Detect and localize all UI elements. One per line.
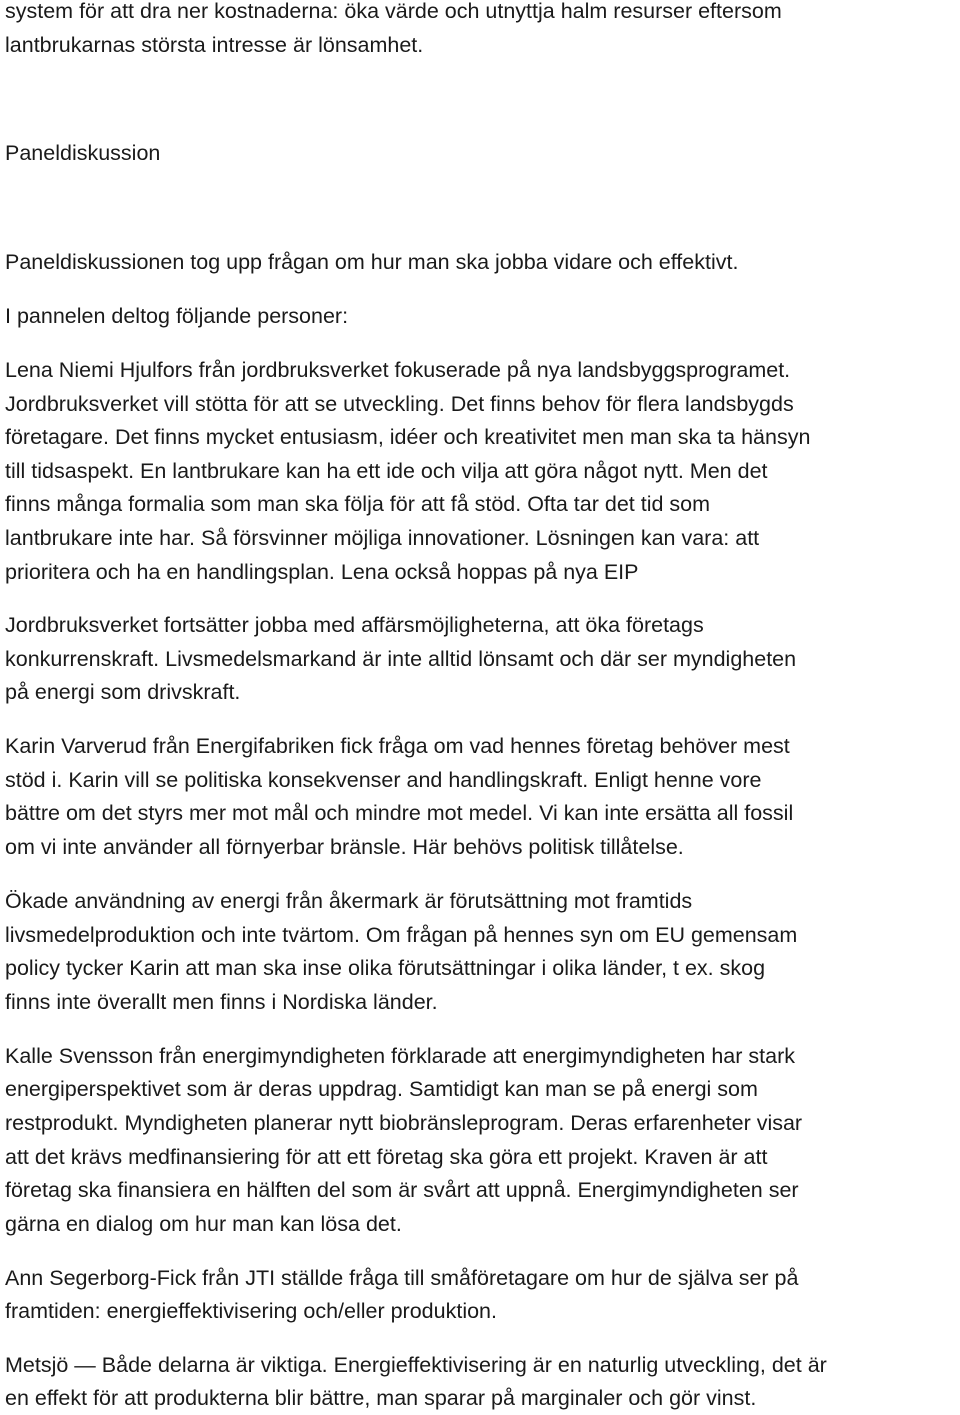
text-line: konkurrenskraft. Livsmedelsmarkand är inte alltid lönsamt och där ser myndigheten [5, 647, 797, 671]
text-line: finns inte överallt men finns i Nordiska länder. [5, 990, 438, 1014]
text-line: företag ska finansiera en hälften del som är svårt att uppnå. Energimyndigheten ser [5, 1178, 799, 1202]
text-line: prioritera och ha en handlingsplan. Lena också hoppas på nya EIP [5, 560, 639, 584]
text-line: policy tycker Karin att man ska inse olika förutsättningar i olika länder, t ex. skog [5, 956, 766, 980]
text-line: bättre om det styrs mer mot mål och mindre mot medel. Vi kan inte ersätta all fossil [5, 801, 794, 825]
text-line: lantbrukarnas största intresse är lönsamhet. [5, 33, 424, 57]
text-line: framtiden: energieffektivisering och/eller produktion. [5, 1299, 497, 1323]
text-line: stöd i. Karin vill se politiska konsekvenser and handlingskraft. Enligt henne vore [5, 768, 762, 792]
text-line: på energi som drivskraft. [5, 680, 241, 704]
text-line: Paneldiskussionen tog upp frågan om hur man ska jobba vidare och effektivt. [5, 250, 739, 274]
text-line: Lena Niemi Hjulfors från jordbruksverket fokuserade på nya landsbyggsprogramet. [5, 358, 791, 382]
text-line: om vi inte använder all förnyerbar bränsle. Här behövs politisk tillåtelse. [5, 835, 684, 859]
text-line: gärna en dialog om hur man kan lösa det. [5, 1212, 402, 1236]
text-line: energiperspektivet som är deras uppdrag. Samtidigt kan man se på energi som [5, 1077, 758, 1101]
text-line: Jordbruksverket fortsätter jobba med affärsmöjligheterna, att öka företags [5, 613, 704, 637]
text-line: företagare. Det finns mycket entusiasm, idéer och kreativitet men man ska ta hänsyn [5, 425, 811, 449]
text-line: lantbrukare inte har. Så försvinner möjliga innovationer. Lösningen kan vara: att [5, 526, 760, 550]
text-line: finns många formalia som man ska följa för att få stöd. Ofta tar det tid som [5, 492, 711, 516]
section-heading: Paneldiskussion [5, 141, 161, 165]
text-line: Jordbruksverket vill stötta för att se utveckling. Det finns behov för flera landsbygds [5, 392, 794, 416]
text-line: Metsjö — Både delarna är viktiga. Energieffektivisering är en naturlig utveckling, det är [5, 1353, 827, 1377]
text-line: Karin Varverud från Energifabriken fick fråga om vad hennes företag behöver mest [5, 734, 790, 758]
text-line: restprodukt. Myndigheten planerar nytt biobränsleprogram. Deras erfarenheter visar [5, 1111, 803, 1135]
text-line: Ann Segerborg-Fick från JTI ställde fråga till småföretagare om hur de själva ser på [5, 1266, 799, 1290]
text-line: Kalle Svensson från energimyndigheten förklarade att energimyndigheten har stark [5, 1044, 795, 1068]
text-line: en effekt för att produkterna blir bättre, man sparar på marginaler och gör vinst. [5, 1386, 757, 1410]
text-line: till tidsaspekt. En lantbrukare kan ha ett ide och vilja att göra något nytt. Men det [5, 459, 768, 483]
text-line: livsmedelproduktion och inte tvärtom. Om frågan på hennes syn om EU gemensam [5, 923, 798, 947]
text-line: system för att dra ner kostnaderna: öka värde och utnyttja halm resurser eftersom [5, 0, 782, 23]
text-line: I pannelen deltog följande personer: [5, 304, 349, 328]
text-line: Ökade användning av energi från åkermark är förutsättning mot framtids [5, 889, 693, 913]
text-line: att det krävs medfinansiering för att ett företag ska göra ett projekt. Kraven är att [5, 1145, 768, 1169]
